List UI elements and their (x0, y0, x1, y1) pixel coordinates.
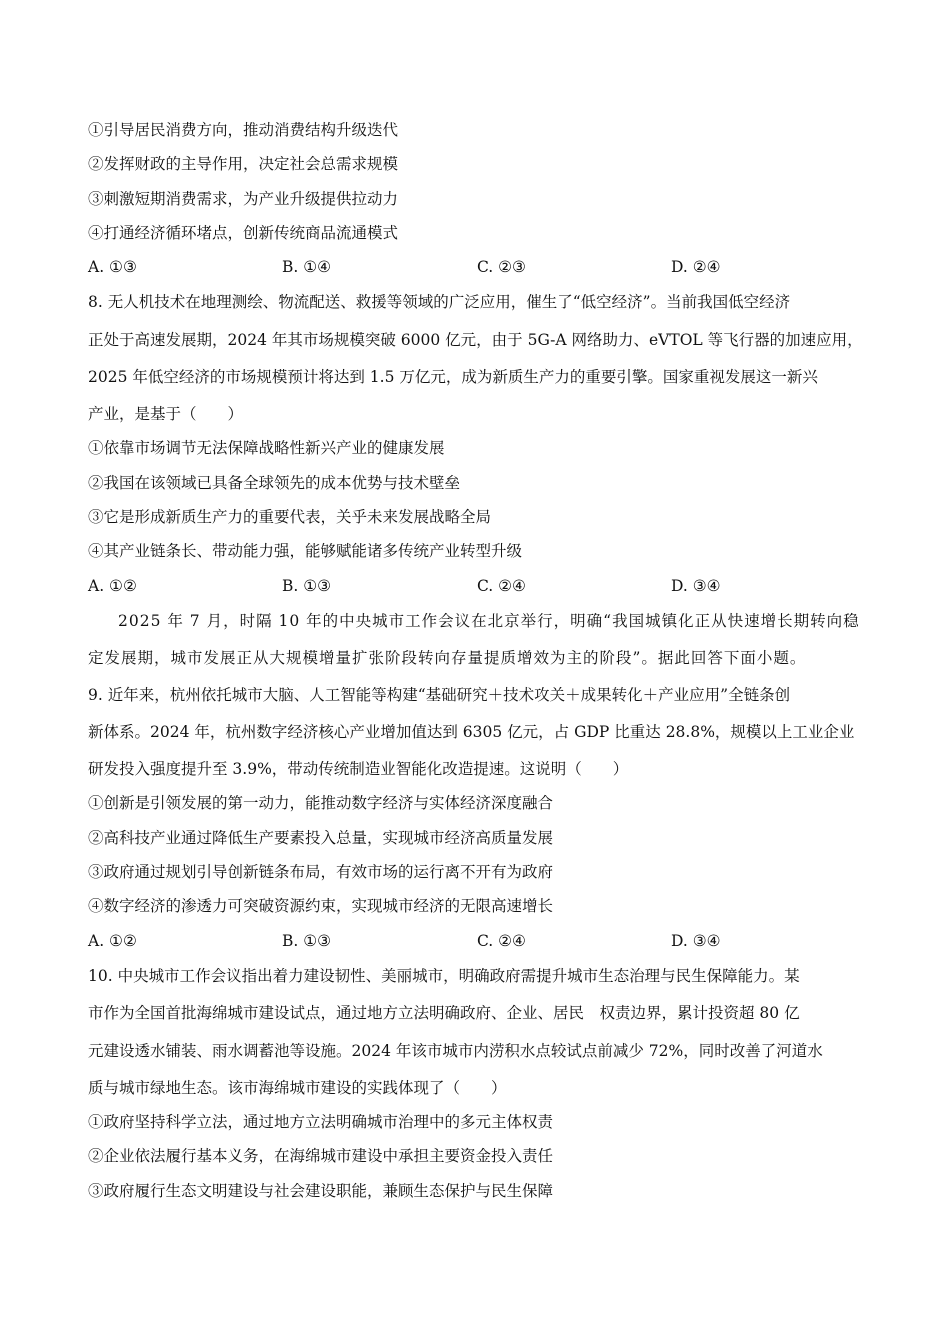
q7-option-b: B. ①④ (282, 258, 332, 276)
q7-item-4: ④打通经济循环堵点，创新传统商品流通模式 (88, 224, 399, 242)
q9-item-3: ③政府通过规划引导创新链条布局，有效市场的运行离不开有为政府 (88, 863, 554, 881)
q9-stem-line-1: 9. 近年来，杭州依托城市大脑、人工智能等构建“基础研究＋技术攻关＋成果转化＋产业应用”全链条创 (88, 686, 791, 704)
q9-option-a: A. ①② (88, 932, 137, 950)
q9-stem-line-3: 研发投入强度提升至 3.9%，带动传统制造业智能化改造提速。这说明（ ） (88, 760, 629, 778)
q8-option-a: A. ①② (88, 577, 137, 595)
intro-line-1: 2025 年 7 月，时隔 10 年的中央城市工作会议在北京举行，明确“我国城镇化正从快速增长期转向稳 (118, 612, 860, 630)
q8-item-4: ④其产业链条长、带动能力强，能够赋能诸多传统产业转型升级 (88, 542, 523, 560)
q10-item-3: ③政府履行生态文明建设与社会建设职能，兼顾生态保护与民生保障 (88, 1182, 554, 1200)
q7-option-d: D. ②④ (671, 258, 721, 276)
q8-item-1: ①依靠市场调节无法保障战略性新兴产业的健康发展 (88, 439, 445, 457)
q8-item-3: ③它是形成新质生产力的重要代表，关乎未来发展战略全局 (88, 508, 492, 526)
q7-option-c: C. ②③ (477, 258, 526, 276)
q9-item-4: ④数字经济的渗透力可突破资源约束，实现城市经济的无限高速增长 (88, 897, 554, 915)
q7-options (88, 257, 868, 277)
q8-stem-line-1: 8. 无人机技术在地理测绘、物流配送、救援等领域的广泛应用，催生了“低空经济”。当前我国低空经济 (88, 293, 791, 311)
q10-item-2: ②企业依法履行基本义务，在海绵城市建设中承担主要资金投入责任 (88, 1147, 554, 1165)
q10-item-1: ①政府坚持科学立法，通过地方立法明确城市治理中的多元主体权责 (88, 1113, 554, 1131)
q7-item-2: ②发挥财政的主导作用，决定社会总需求规模 (88, 155, 399, 173)
q8-options (88, 576, 868, 596)
q9-item-2: ②高科技产业通过降低生产要素投入总量，实现城市经济高质量发展 (88, 829, 554, 847)
q8-option-d: D. ③④ (671, 577, 721, 595)
q7-item-3: ③刺激短期消费需求，为产业升级提供拉动力 (88, 190, 399, 208)
q9-option-b: B. ①③ (282, 932, 332, 950)
q10-stem-line-2: 市作为全国首批海绵城市建设试点，通过地方立法明确政府、企业、居民 权责边界，累计投资超 80 亿 (88, 1004, 800, 1022)
q7-option-a: A. ①③ (88, 258, 137, 276)
q8-stem-line-3: 2025 年低空经济的市场规模预计将达到 1.5 万亿元，成为新质生产力的重要引擎。国家重视发展这一新兴 (88, 368, 818, 386)
q8-item-2: ②我国在该领域已具备全球领先的成本优势与技术壁垒 (88, 474, 461, 492)
q10-stem-line-1: 10. 中央城市工作会议指出着力建设韧性、美丽城市，明确政府需提升城市生态治理与民生保障能力。某 (88, 967, 800, 985)
q8-stem-line-2: 正处于高速发展期，2024 年其市场规模突破 6000 亿元，由于 5G-A 网络助力、eVTOL 等飞行器的加速应用， (88, 331, 863, 349)
q8-option-c: C. ②④ (477, 577, 526, 595)
q9-stem-line-2: 新体系。2024 年，杭州数字经济核心产业增加值达到 6305 亿元，占 GDP 比重达 28.8%，规模以上工业企业 (88, 723, 855, 741)
q9-options (88, 931, 868, 951)
q8-stem-line-4: 产业，是基于（ ） (88, 405, 244, 423)
q10-stem-line-3: 元建设透水铺装、雨水调蓄池等设施。2024 年该市城市内涝积水点较试点前减少 72%，同时改善了河道水 (88, 1042, 823, 1060)
q8-option-b: B. ①③ (282, 577, 332, 595)
q9-item-1: ①创新是引领发展的第一动力，能推动数字经济与实体经济深度融合 (88, 794, 554, 812)
q7-item-1: ①引导居民消费方向，推动消费结构升级迭代 (88, 121, 399, 139)
intro-line-2: 定发展期，城市发展正从大规模增量扩张阶段转向存量提质增效为主的阶段”。据此回答下面小题。 (88, 649, 807, 667)
q9-option-d: D. ③④ (671, 932, 721, 950)
q10-stem-line-4: 质与城市绿地生态。该市海绵城市建设的实践体现了（ ） (88, 1079, 507, 1097)
q9-option-c: C. ②④ (477, 932, 526, 950)
